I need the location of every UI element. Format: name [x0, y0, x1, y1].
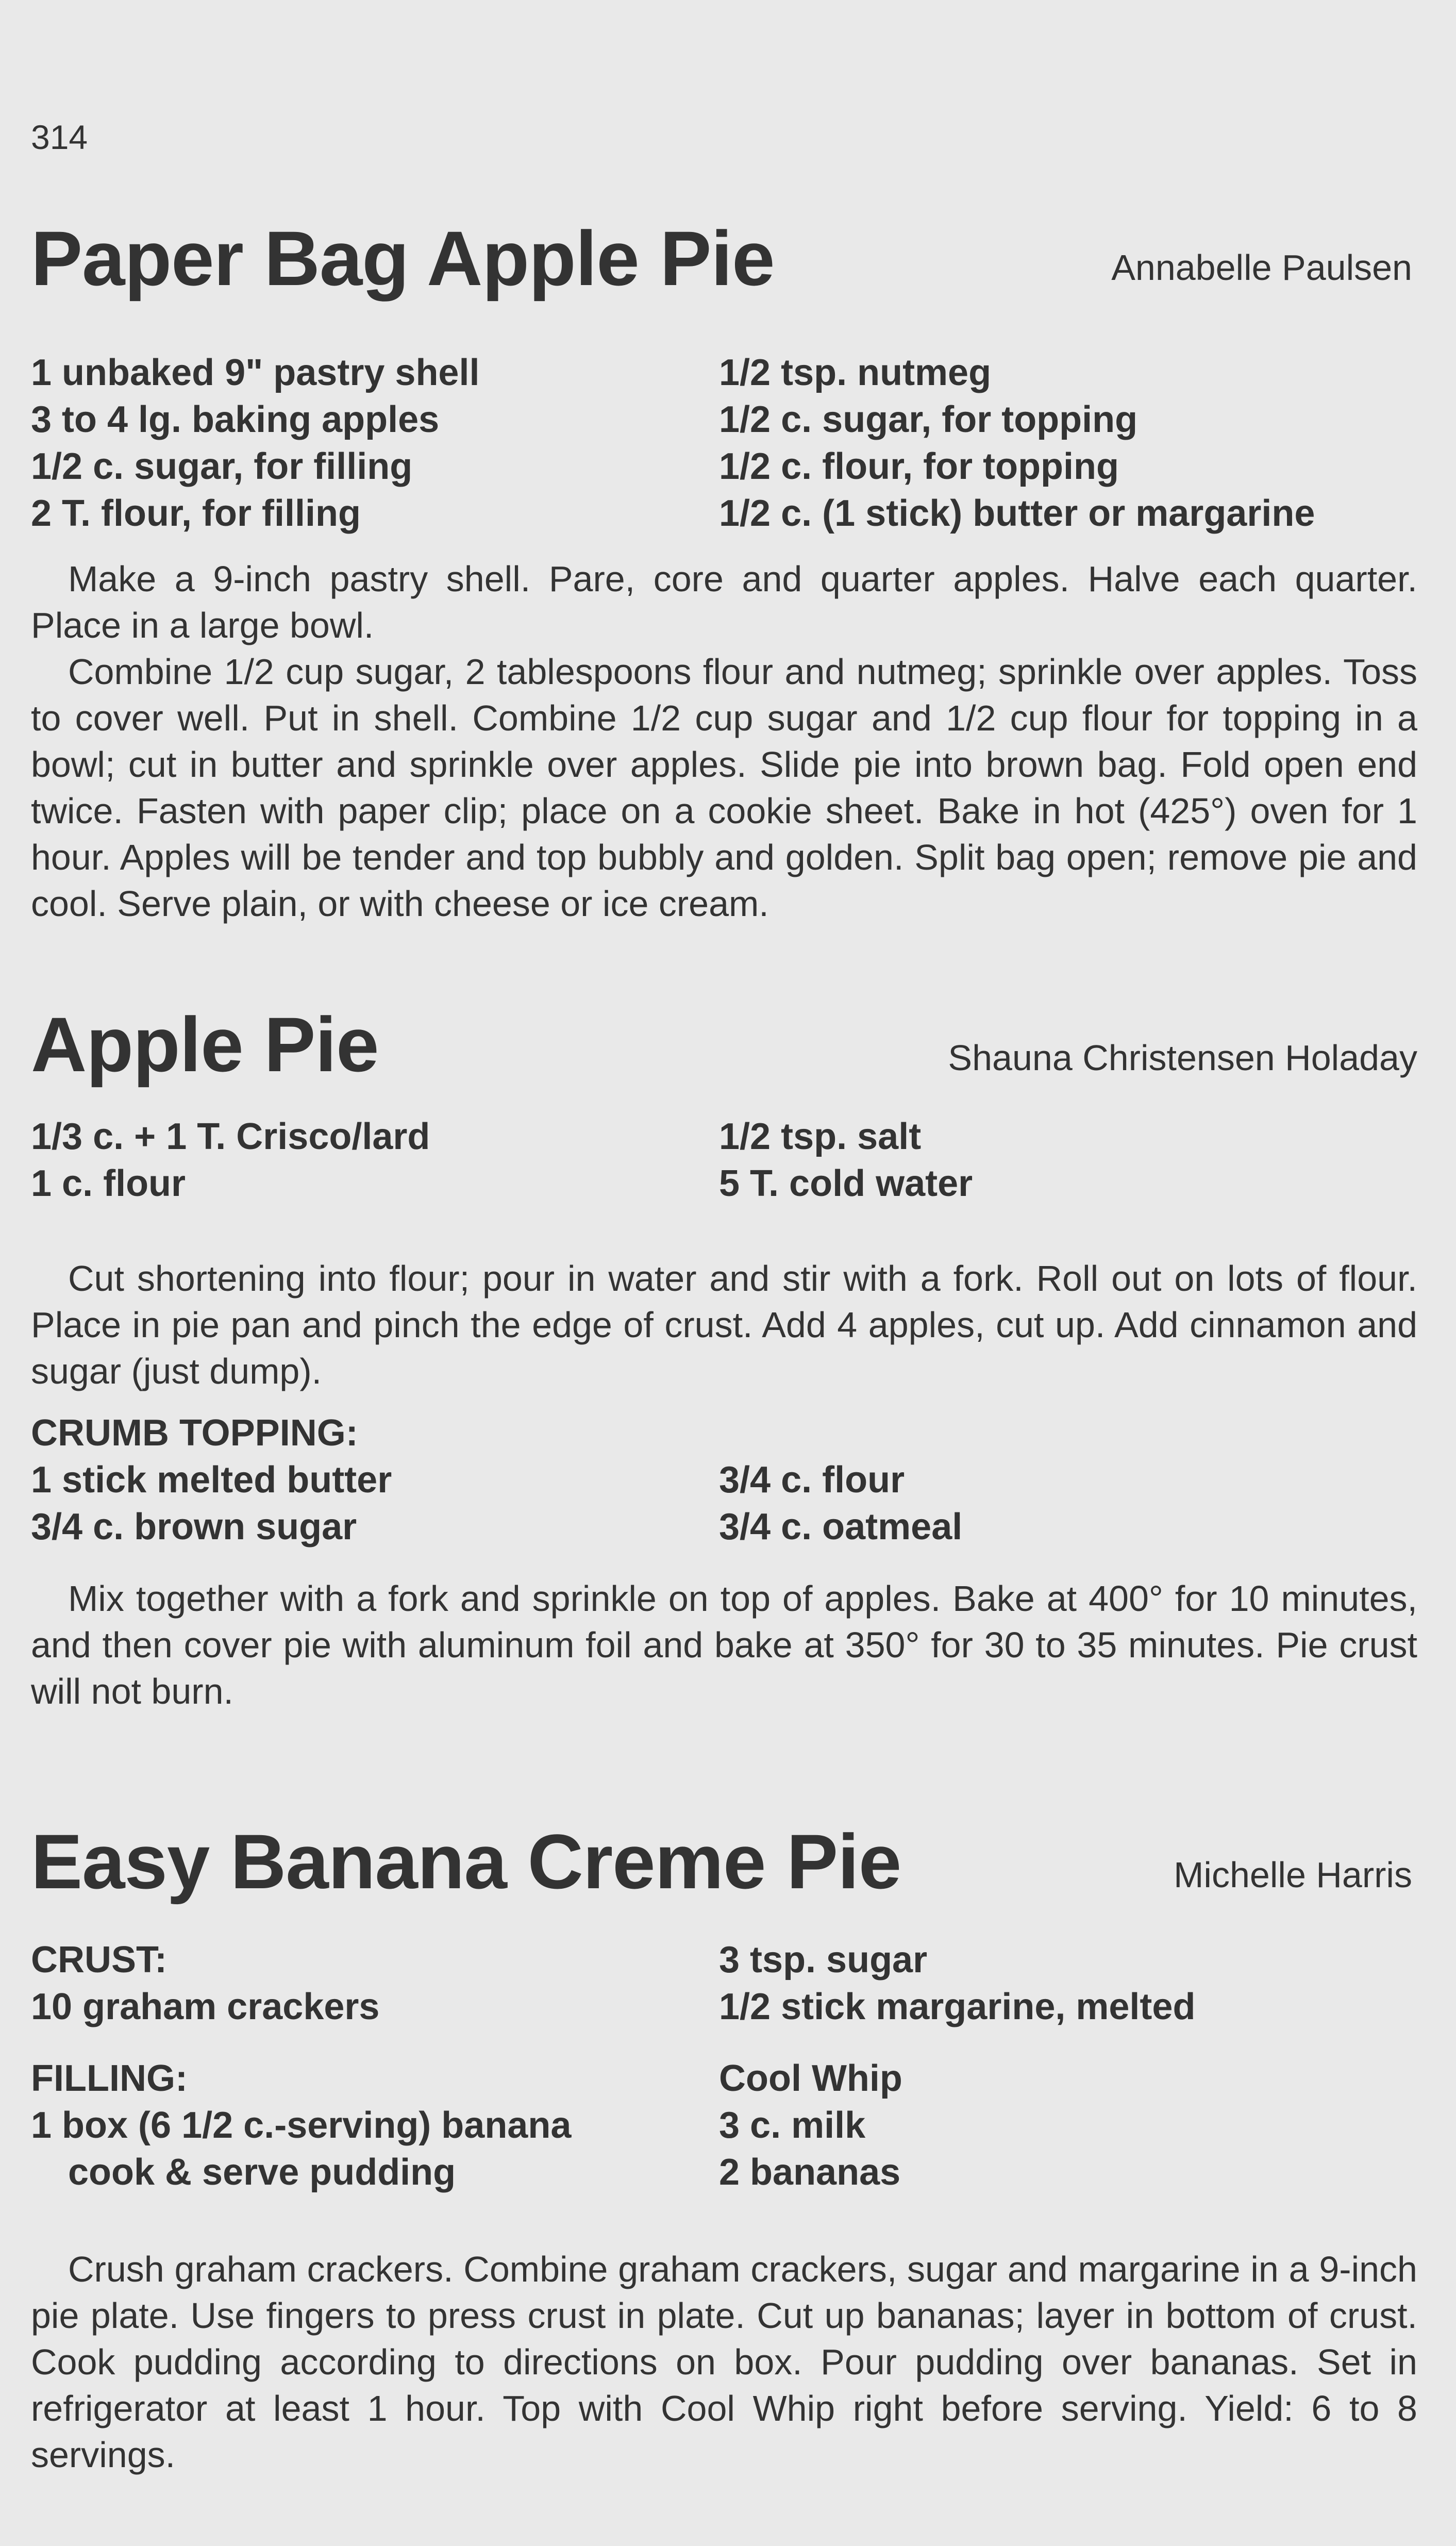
- ingredient-line: 1/2 c. flour, for topping: [719, 446, 1119, 487]
- recipe-title: Paper Bag Apple Pie: [31, 215, 775, 302]
- crust-ingredients-left: [31, 1937, 379, 2031]
- filling-ingredients: [31, 2055, 1417, 2246]
- recipe-header: [31, 214, 1417, 302]
- page-number: 314: [31, 118, 88, 156]
- crust-ingredients: [31, 1937, 1417, 2055]
- ingredient-line: 1/2 c. sugar, for topping: [719, 399, 1138, 440]
- ingredient-line: 1/2 stick margarine, melted: [719, 1986, 1196, 2027]
- ingredient-line: 1 stick melted butter: [31, 1459, 392, 1501]
- ingredient-line: 1 c. flour: [31, 1163, 186, 1204]
- filling-ingredients-right: [719, 2055, 902, 2196]
- direction-paragraph: Combine 1/2 cup sugar, 2 tablespoons flour and nutmeg; sprinkle over apples. Toss to cover well. Put in shell. Combine 1/2 cup sugar and 1/2 cup flour for topping in a bowl; cut in butter and sprinkle over apples. Slide pie into brown bag. Fold open end twice. Fasten with paper clip; place on a cookie sheet. Bake in hot (425°) oven for 1 hour. Apples will be tender and top bubbly and golden. Split bag open; remove pie and cool. Serve plain, or with cheese or ice cream.: [31, 652, 1417, 924]
- crumb-ingredients: [31, 1457, 1417, 1575]
- recipe-header: [31, 1000, 1417, 1088]
- direction-paragraph: Make a 9-inch pastry shell. Pare, core and quarter apples. Halve each quarter. Place in a large bowl.: [31, 559, 1417, 645]
- ingredient-line: cook & serve pudding: [68, 2152, 456, 2193]
- ingredients: [31, 1113, 1417, 1255]
- ingredient-line: 5 T. cold water: [719, 1163, 973, 1204]
- ingredient-line: 1 box (6 1/2 c.-serving) banana: [31, 2105, 572, 2146]
- ingredients-right: [719, 1113, 973, 1207]
- filling-ingredients-left: [31, 2055, 571, 2196]
- crumb-ingredients-left: [31, 1457, 392, 1551]
- ingredient-line: 10 graham crackers: [31, 1986, 380, 2027]
- ingredients: [31, 350, 1417, 556]
- direction-paragraph: Mix together with a fork and sprinkle on top of apples. Bake at 400° for 10 minutes, and then cover pie with aluminum foil and bake at 350° for 30 to 35 minutes. Pie crust will not burn.: [31, 1578, 1417, 1711]
- ingredients-right: [719, 350, 1315, 537]
- ingredient-line: 3 tsp. sugar: [719, 1939, 928, 1981]
- ingredient-line: 1/2 tsp. nutmeg: [719, 352, 992, 393]
- ingredients-left: [31, 1113, 430, 1207]
- ingredient-line: 2 T. flour, for filling: [31, 493, 361, 534]
- direction-paragraph: Cut shortening into flour; pour in water and stir with a fork. Roll out on lots of flour. Place in pie pan and pinch the edge of crust. Add 4 apples, cut up. Add cinnamon and sugar (just dump).: [31, 1258, 1417, 1391]
- ingredient-line: 1/2 c. sugar, for filling: [31, 446, 413, 487]
- ingredient-line: 2 bananas: [719, 2152, 901, 2193]
- recipe-author: Michelle Harris: [1174, 1855, 1412, 1895]
- recipe-header: [31, 1817, 1417, 1905]
- ingredients-left: [31, 350, 479, 537]
- recipe-apple-pie: [31, 1000, 1417, 1715]
- crust-ingredients-right: [719, 1937, 1195, 2031]
- ingredient-line: 1/2 tsp. salt: [719, 1116, 922, 1157]
- ingredient-line: 1 unbaked 9" pastry shell: [31, 352, 480, 393]
- ingredient-line: 3/4 c. oatmeal: [719, 1506, 963, 1547]
- ingredient-line: Cool Whip: [719, 2058, 902, 2099]
- recipe-directions: [31, 1255, 1417, 1394]
- recipe-author: Shauna Christensen Holaday: [948, 1038, 1417, 1078]
- ingredient-line: 3/4 c. flour: [719, 1459, 905, 1501]
- recipe-directions: [31, 2246, 1417, 2478]
- ingredient-line: 3 c. milk: [719, 2105, 866, 2146]
- crumb-topping-label: CRUMB TOPPING:: [31, 1412, 358, 1454]
- crumb-directions: [31, 1575, 1417, 1715]
- recipe-paper-bag-apple-pie: [31, 214, 1417, 927]
- section-label: CRUST:: [31, 1939, 167, 1981]
- recipe-directions: [31, 556, 1417, 927]
- recipe-title: Easy Banana Creme Pie: [31, 1818, 901, 1905]
- ingredient-line: 1/2 c. (1 stick) butter or margarine: [719, 493, 1315, 534]
- recipe-title: Apple Pie: [31, 1001, 379, 1088]
- ingredient-line: 3 to 4 lg. baking apples: [31, 399, 440, 440]
- recipe-author: Annabelle Paulsen: [1111, 247, 1412, 288]
- section-label: FILLING:: [31, 2058, 188, 2099]
- crumb-ingredients-right: [719, 1457, 962, 1551]
- recipe-easy-banana-creme-pie: [31, 1817, 1417, 2478]
- ingredient-line: 3/4 c. brown sugar: [31, 1506, 357, 1547]
- direction-paragraph: Crush graham crackers. Combine graham crackers, sugar and margarine in a 9-inch pie plate. Use fingers to press crust in plate. Cut up bananas; layer in bottom of crust. Cook pudding according to directions on box. Pour pudding over bananas. Set in refrigerator at least 1 hour. Top with Cool Whip right before serving. Yield: 6 to 8 servings.: [31, 2249, 1417, 2475]
- ingredient-line: 1/3 c. + 1 T. Crisco/lard: [31, 1116, 430, 1157]
